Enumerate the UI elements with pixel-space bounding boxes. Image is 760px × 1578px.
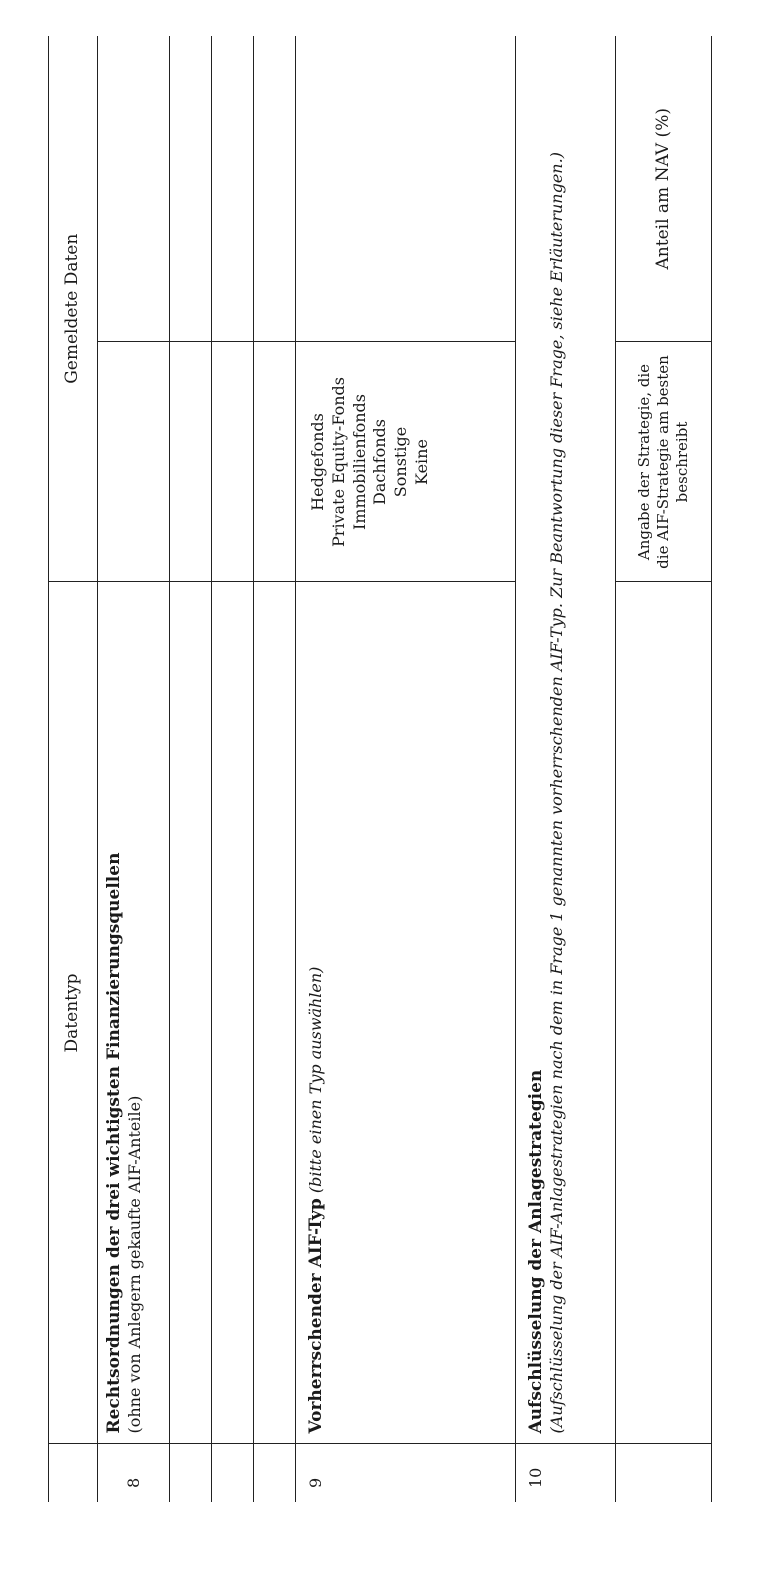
table-row-9 [296,36,516,1502]
aif-type-options [296,342,516,582]
table-row-10-columns [616,36,712,1502]
reported-cell [212,36,254,342]
table-row-10 [516,36,616,1502]
reported-cell [296,36,516,342]
row-label [296,582,516,1444]
option-private-equity[interactable]: Private Equity-Fonds [328,377,348,547]
header-datentyp: Datentyp [49,582,98,1444]
row-subtitle: (ohne von Anlegern gekaufte AIF-Anteile) [125,1095,145,1434]
row-number [212,1444,254,1502]
header-row [49,36,98,1502]
row-label [98,582,170,1444]
row-description: (Aufschlüsselung der AIF-Anlagestrategien nach dem in Frage 1 genannten vorherrschenden AIF-Typ. Zur Beantwortung dieser Frage, siehe Erläuterungen.) [547,152,567,1434]
data-table [48,36,712,1502]
table-row-8 [98,36,170,1502]
table-row-empty [254,36,296,1502]
option-keine[interactable]: Keine [411,439,431,485]
row-number [616,1444,712,1502]
option-hedgefonds[interactable]: Hedgefonds [308,413,327,511]
row-label [212,582,254,1444]
row-number: 9 [296,1444,516,1502]
row-number: 10 [516,1444,616,1502]
reported-cell [98,36,170,342]
row-title: Aufschlüsselung der Anlagestrategien [526,1069,546,1434]
reported-cell [170,36,212,342]
table-row-empty [170,36,212,1502]
row-label [516,36,616,1444]
row-label [616,582,712,1444]
reported-cell [170,342,212,582]
reported-cell [254,36,296,342]
row-number [254,1444,296,1502]
reported-cell [254,342,296,582]
table-row-empty [212,36,254,1502]
header-gemeldete-daten: Gemeldete Daten [49,36,98,582]
row-number: 8 [98,1444,170,1502]
nav-share-column-header: Anteil am NAV (%) [616,36,712,342]
reported-cell [98,342,170,582]
row-title: Vorherrschender AIF-Typ [306,1198,326,1434]
option-dachfonds[interactable]: Dachfonds [370,419,390,505]
option-sonstige[interactable]: Sonstige [391,426,411,498]
row-title: Rechtsordnungen der drei wichtigsten Finanzierungsquellen [104,852,124,1434]
strategy-column-header: Angabe der Strategie, die die AIF-Strategie am besten beschreibt [616,342,712,582]
header-empty [49,1444,98,1502]
row-label [170,582,212,1444]
row-hint: (bitte einen Typ auswählen) [306,966,325,1194]
row-label [254,582,296,1444]
option-immobilienfonds[interactable]: Immobilienfonds [349,394,369,530]
reported-cell [212,342,254,582]
row-number [170,1444,212,1502]
